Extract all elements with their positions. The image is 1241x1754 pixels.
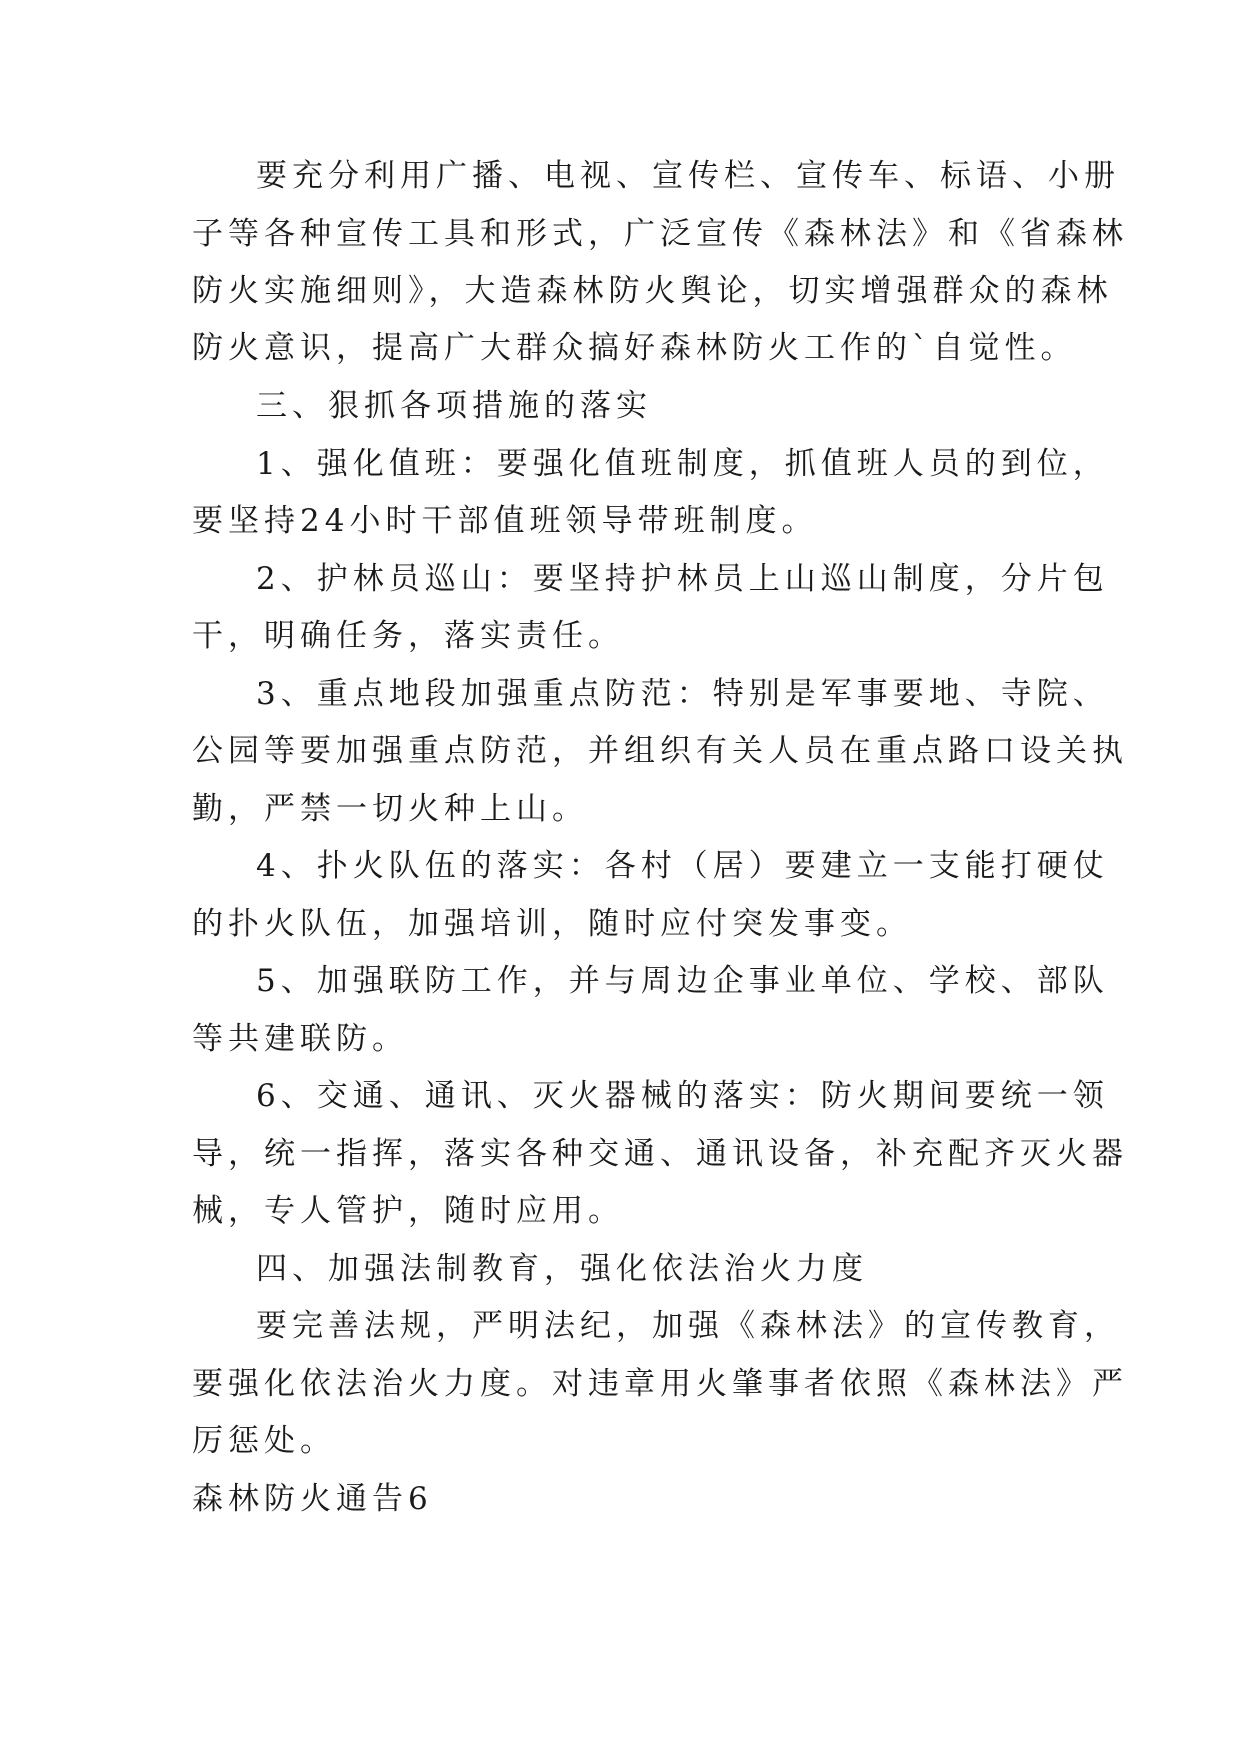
paragraph-line: 导，统一指挥，落实各种交通、通讯设备，补充配齐灭火器 xyxy=(192,1136,1128,1172)
paragraph-line: 1、强化值班：要强化值班制度，抓值班人员的到位， xyxy=(256,446,1109,482)
paragraph-line: 防火意识，提高广大群众搞好森林防火工作的`自觉性。 xyxy=(192,330,1077,366)
paragraph-line: 4、扑火队伍的落实：各村（居）要建立一支能打硬仗 xyxy=(256,848,1109,884)
paragraph-line: 5、加强联防工作，并与周边企事业单位、学校、部队 xyxy=(256,963,1109,999)
paragraph-line: 2、护林员巡山：要坚持护林员上山巡山制度，分片包 xyxy=(256,561,1109,597)
paragraph-line: 子等各种宣传工具和形式，广泛宣传《森林法》和《省森林 xyxy=(192,216,1128,252)
paragraph-line: 干，明确任务，落实责任。 xyxy=(192,618,624,654)
paragraph-line: 要强化依法治火力度。对违章用火肇事者依照《森林法》严 xyxy=(192,1366,1128,1402)
document-title: 森林防火通告6 xyxy=(192,1481,433,1517)
paragraph-line: 公园等要加强重点防范，并组织有关人员在重点路口设关执 xyxy=(192,733,1128,769)
paragraph-line: 械，专人管护，随时应用。 xyxy=(192,1193,624,1229)
paragraph-line: 的扑火队伍，加强培训，随时应付突发事变。 xyxy=(192,906,912,942)
paragraph-line: 6、交通、通讯、灭火器械的落实：防火期间要统一领 xyxy=(256,1078,1109,1114)
paragraph-line: 等共建联防。 xyxy=(192,1021,408,1057)
paragraph-line: 要完善法规，严明法纪，加强《森林法》的宣传教育， xyxy=(256,1308,1120,1344)
paragraph-line: 厉惩处。 xyxy=(192,1423,336,1459)
paragraph-line: 3、重点地段加强重点防范：特别是军事要地、寺院、 xyxy=(256,676,1109,712)
section-heading: 三、狠抓各项措施的落实 xyxy=(256,388,652,424)
paragraph-line: 防火实施细则》，大造森林防火舆论，切实增强群众的森林 xyxy=(192,273,1113,309)
paragraph-line: 要充分利用广播、电视、宣传栏、宣传车、标语、小册 xyxy=(256,158,1120,194)
section-heading: 四、加强法制教育，强化依法治火力度 xyxy=(256,1251,868,1287)
paragraph-line: 勤，严禁一切火种上山。 xyxy=(192,791,588,827)
paragraph-line: 要坚持24小时干部值班领导带班制度。 xyxy=(192,503,818,539)
